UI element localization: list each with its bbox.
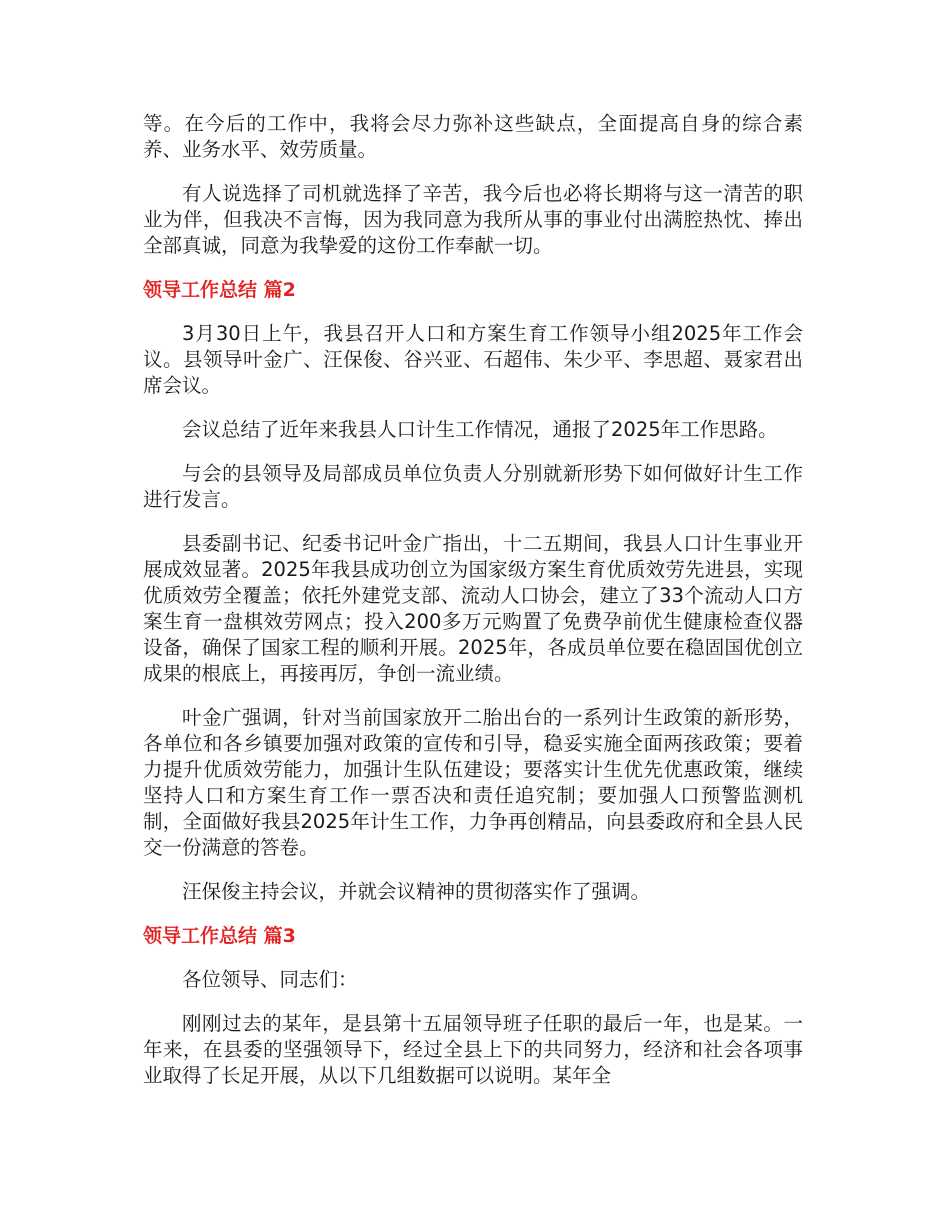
- paragraph: 县委副书记、纪委书记叶金广指出，十二五期间，我县人口计生事业开展成效显著。2025年我县成功创立为国家级方案生育优质效劳先进县，实现优质效劳全覆盖；依托外建党支部、流动人口协会，建立了33个流动人口方案生育一盘棋效劳网点；投入200多万元购置了免费孕前优生健康检查仪器设备，确保了国家工程的顺利开展。2025年，各成员单位要在稳固国优创立成果的根底上，再接再厉，争创一流业绩。: [143, 532, 803, 685]
- paragraph: 与会的县领导及局部成员单位负责人分别就新形势下如何做好计生工作进行发言。: [143, 462, 803, 511]
- paragraph: 会议总结了近年来我县人口计生工作情况，通报了2025年工作思路。: [182, 418, 778, 441]
- paragraph: 有人说选择了司机就选择了辛苦，我今后也必将长期将与这一清苦的职业为伴，但我决不言悔，因为我同意为我所从事的事业付出满腔热忱、捧出全部真诚，同意为我挚爱的这份工作奉献一切。: [143, 182, 803, 257]
- document-body: [143, 111, 803, 1107]
- paragraph: 汪保俊主持会议，并就会议精神的贯彻落实作了强调。: [182, 880, 651, 903]
- paragraph: 各位领导、同志们：: [182, 968, 358, 991]
- section-heading: 领导工作总结 篇3: [143, 925, 296, 947]
- paragraph: 叶金广强调，针对当前国家放开二胎出台的一系列计生政策的新形势，各单位和各乡镇要加强对政策的宣传和引导，稳妥实施全面两孩政策；要着力提升优质效劳能力，加强计生队伍建设；要落实计生优先优惠政策，继续坚持人口和方案生育工作一票否决和责任追究制；要加强人口预警监测机制，全面做好我县2025年计生工作，力争再创精品，向县委政府和全县人民交一份满意的答卷。: [143, 706, 803, 859]
- paragraph: 3月30日上午，我县召开人口和方案生育工作领导小组2025年工作会议。县领导叶金广、汪保俊、谷兴亚、石超伟、朱少平、李思超、聂家君出席会议。: [143, 322, 803, 397]
- section-heading: 领导工作总结 篇2: [143, 279, 296, 301]
- paragraph: 等。在今后的工作中，我将会尽力弥补这些缺点，全面提高自身的综合素养、业务水平、效劳质量。: [143, 112, 803, 161]
- paragraph: 刚刚过去的某年，是县第十五届领导班子任职的最后一年，也是某。一年来，在县委的坚强领导下，经过全县上下的共同努力，经济和社会各项事业取得了长足开展，从以下几组数据可以说明。某年全: [143, 1012, 803, 1087]
